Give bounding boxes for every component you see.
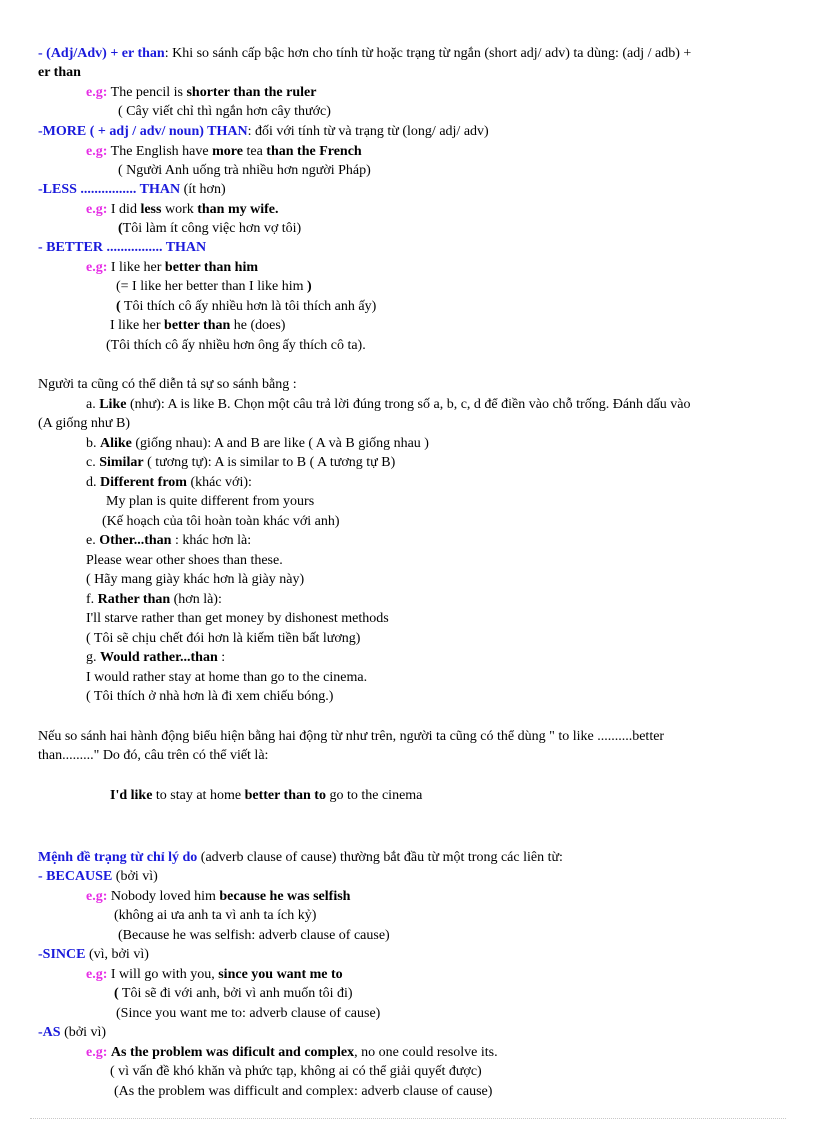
item-letter: c.	[86, 455, 100, 470]
example-line: My plan is quite different from yours	[106, 494, 315, 509]
translation-line: ( Cây viết chỉ thì ngắn hơn cây thước)	[118, 104, 331, 119]
paragraph-intro: Người ta cũng có thể diễn tả sự so sánh bằng :	[38, 377, 297, 392]
item-c	[86, 453, 395, 472]
example-line	[86, 965, 343, 984]
translation-line	[114, 984, 353, 1003]
paren: )	[307, 279, 312, 294]
item-letter: e.	[86, 533, 100, 548]
example-text: to stay at home	[152, 788, 245, 803]
eg-label: e.g:	[86, 889, 108, 904]
item-text: (như): A is like B. Chọn một câu trả lời đúng trong số a, b, c, d để điền vào chỗ trống. Đánh dấu vào	[126, 397, 691, 412]
conjunction-as	[38, 1023, 106, 1042]
eg-label: e.g:	[86, 967, 108, 982]
example-line	[86, 887, 350, 906]
item-text: ( tương tự): A is similar to B ( A tương tự B)	[143, 455, 396, 470]
conjunction-label: -AS	[38, 1025, 61, 1040]
rule-continuation: er than	[38, 65, 81, 80]
item-a-continuation: (A giống như B)	[38, 416, 130, 431]
example-sentence	[110, 786, 422, 805]
conjunction-meaning: (vì, bởi vì)	[85, 947, 149, 962]
eg-label: e.g:	[86, 85, 108, 100]
rule-more-than	[38, 122, 489, 141]
rule-less-than	[38, 180, 226, 199]
example-text: (= I like her better than I like him	[116, 279, 307, 294]
conjunction-since	[38, 945, 149, 964]
section-heading	[38, 848, 563, 867]
item-letter: g.	[86, 650, 100, 665]
example-bold: less	[140, 202, 162, 217]
item-text: (giống nhau): A and B are like ( A và B giống nhau )	[131, 436, 429, 451]
rule-er-than	[38, 44, 691, 63]
item-text: : khác hơn là:	[171, 533, 252, 548]
note-line: (Because he was selfish: adverb clause of cause)	[118, 928, 390, 943]
example-bold: than my wife.	[197, 202, 279, 217]
example-line: I'll starve rather than get money by dishonest methods	[86, 611, 389, 626]
example-text: I like her	[110, 318, 165, 333]
example-text: , no one could resolve its.	[354, 1045, 498, 1060]
example-text: go to the cinema	[325, 788, 423, 803]
translation-line: ( Tôi sẽ chịu chết đói hơn là kiếm tiền bất lương)	[86, 631, 361, 646]
item-a	[86, 395, 690, 414]
item-e	[86, 531, 251, 550]
example-bold: better than	[244, 788, 311, 803]
eg-label: e.g:	[86, 144, 108, 159]
paragraph-line: Nếu so sánh hai hành động biểu hiện bằng hai động từ như trên, người ta cũng có thể dùng " to like ..........better	[38, 729, 665, 744]
translation-line: ( vì vấn đề khó khăn và phức tạp, không ai có thể giải quyết được)	[110, 1064, 482, 1079]
example-bold: because he was selfish	[219, 889, 351, 904]
item-b	[86, 434, 429, 453]
example-bold: since you want me to	[218, 967, 343, 982]
example-line	[110, 316, 285, 335]
example-text: tea	[242, 144, 267, 159]
eg-label: e.g:	[86, 260, 108, 275]
translation-line: ( Hãy mang giày khác hơn là giày này)	[86, 572, 305, 587]
example-text: Nobody loved him	[107, 889, 220, 904]
example-line	[86, 1043, 498, 1062]
item-term: Other...than	[99, 533, 172, 548]
example-bold: more	[212, 144, 243, 159]
heading-label: Mệnh đề trạng từ chỉ lý do	[38, 850, 198, 865]
conjunction-meaning: (bởi vì)	[112, 869, 158, 884]
translation-line: ( Người Anh uống trà nhiều hơn người Pháp)	[118, 163, 371, 178]
item-d	[86, 473, 252, 492]
page-bottom-divider	[30, 1118, 786, 1119]
paren: (	[116, 299, 121, 314]
translation-line: (Tôi thích cô ấy nhiều hơn ông ấy thích cô ta).	[106, 338, 366, 353]
note-line: (Since you want me to: adverb clause of cause)	[116, 1006, 381, 1021]
paren: (	[118, 221, 123, 236]
rule-label: - (Adj/Adv) + er than	[38, 46, 165, 61]
example-line: I would rather stay at home than go to the cinema.	[86, 670, 368, 685]
example-text: he (does)	[230, 318, 286, 333]
rule-text: : Khi so sánh cấp bậc hơn cho tính từ hoặc trạng từ ngắn (short adj/ adv) ta dùng: (adj / adb) +	[164, 46, 692, 61]
paren: (	[114, 986, 119, 1001]
conjunction-meaning: (bởi vì)	[60, 1025, 107, 1040]
item-term: Similar	[99, 455, 144, 470]
conjunction-label: -SINCE	[38, 947, 86, 962]
item-letter: d.	[86, 475, 100, 490]
translation-line: (Kế hoạch của tôi hoàn toàn khác với anh)	[102, 514, 340, 529]
example-text: I did	[107, 202, 141, 217]
example-text: The pencil is	[107, 85, 187, 100]
heading-text: (adverb clause of cause) thường bắt đầu từ một trong các liên từ:	[197, 850, 563, 865]
conjunction-because	[38, 867, 158, 886]
example-text: The English have	[107, 144, 213, 159]
item-term: Rather than	[97, 592, 171, 607]
example-bold: shorter than the ruler	[186, 85, 317, 100]
example-text: I will go with you,	[107, 967, 219, 982]
example-text: I like her	[107, 260, 165, 275]
rule-label: -MORE ( + adj / adv/ noun) THAN	[38, 124, 248, 139]
paragraph-line: than........." Do đó, câu trên có thể viết là:	[38, 748, 269, 763]
note-line: (As the problem was difficult and complex: adverb clause of cause)	[114, 1084, 493, 1099]
item-term: Like	[99, 397, 127, 412]
example-bold: I'd like	[110, 788, 153, 803]
conjunction-label: - BECAUSE	[38, 869, 113, 884]
example-text: work	[161, 202, 198, 217]
item-f	[86, 590, 222, 609]
example-bold: to	[314, 788, 326, 803]
example-line: Please wear other shoes than these.	[86, 553, 283, 568]
translation-text: Tôi sẽ đi với anh, bởi vì anh muốn tôi đi)	[118, 986, 353, 1001]
translation-text: Tôi thích cô ấy nhiều hơn là tôi thích anh ấy)	[120, 299, 377, 314]
translation-line	[116, 297, 376, 316]
translation-text: Tôi làm ít công việc hơn vợ tôi)	[122, 221, 302, 236]
example-bold: better than him	[164, 260, 258, 275]
rule-label: -LESS ................ THAN	[38, 182, 181, 197]
item-text: (hơn là):	[170, 592, 222, 607]
item-term: Alike	[100, 436, 132, 451]
item-text: (khác với):	[186, 475, 252, 490]
translation-line: ( Tôi thích ở nhà hơn là đi xem chiếu bóng.)	[86, 689, 334, 704]
item-term: Would rather...than	[100, 650, 218, 665]
example-bold: better than	[164, 318, 231, 333]
example-line	[86, 83, 316, 102]
eg-label: e.g:	[86, 202, 108, 217]
rule-text: (ít hơn)	[180, 182, 226, 197]
item-term: Different from	[100, 475, 187, 490]
example-line	[116, 277, 312, 296]
example-bold: As the problem was dificult and complex	[110, 1045, 355, 1060]
example-bold: than the French	[266, 144, 362, 159]
item-letter: f.	[86, 592, 98, 607]
example-line	[86, 200, 279, 219]
example-line	[86, 142, 362, 161]
item-letter: a.	[86, 397, 100, 412]
item-letter: b.	[86, 436, 100, 451]
item-g	[86, 648, 225, 667]
rule-text: : đối với tính từ và trạng từ (long/ adj/ adv)	[247, 124, 489, 139]
eg-label: e.g:	[86, 1045, 108, 1060]
item-text: :	[217, 650, 226, 665]
rule-better-than: - BETTER ................ THAN	[38, 240, 207, 255]
translation-line: (không ai ưa anh ta vì anh ta ích kỷ)	[114, 908, 317, 923]
translation-line	[118, 219, 301, 238]
example-line	[86, 258, 258, 277]
